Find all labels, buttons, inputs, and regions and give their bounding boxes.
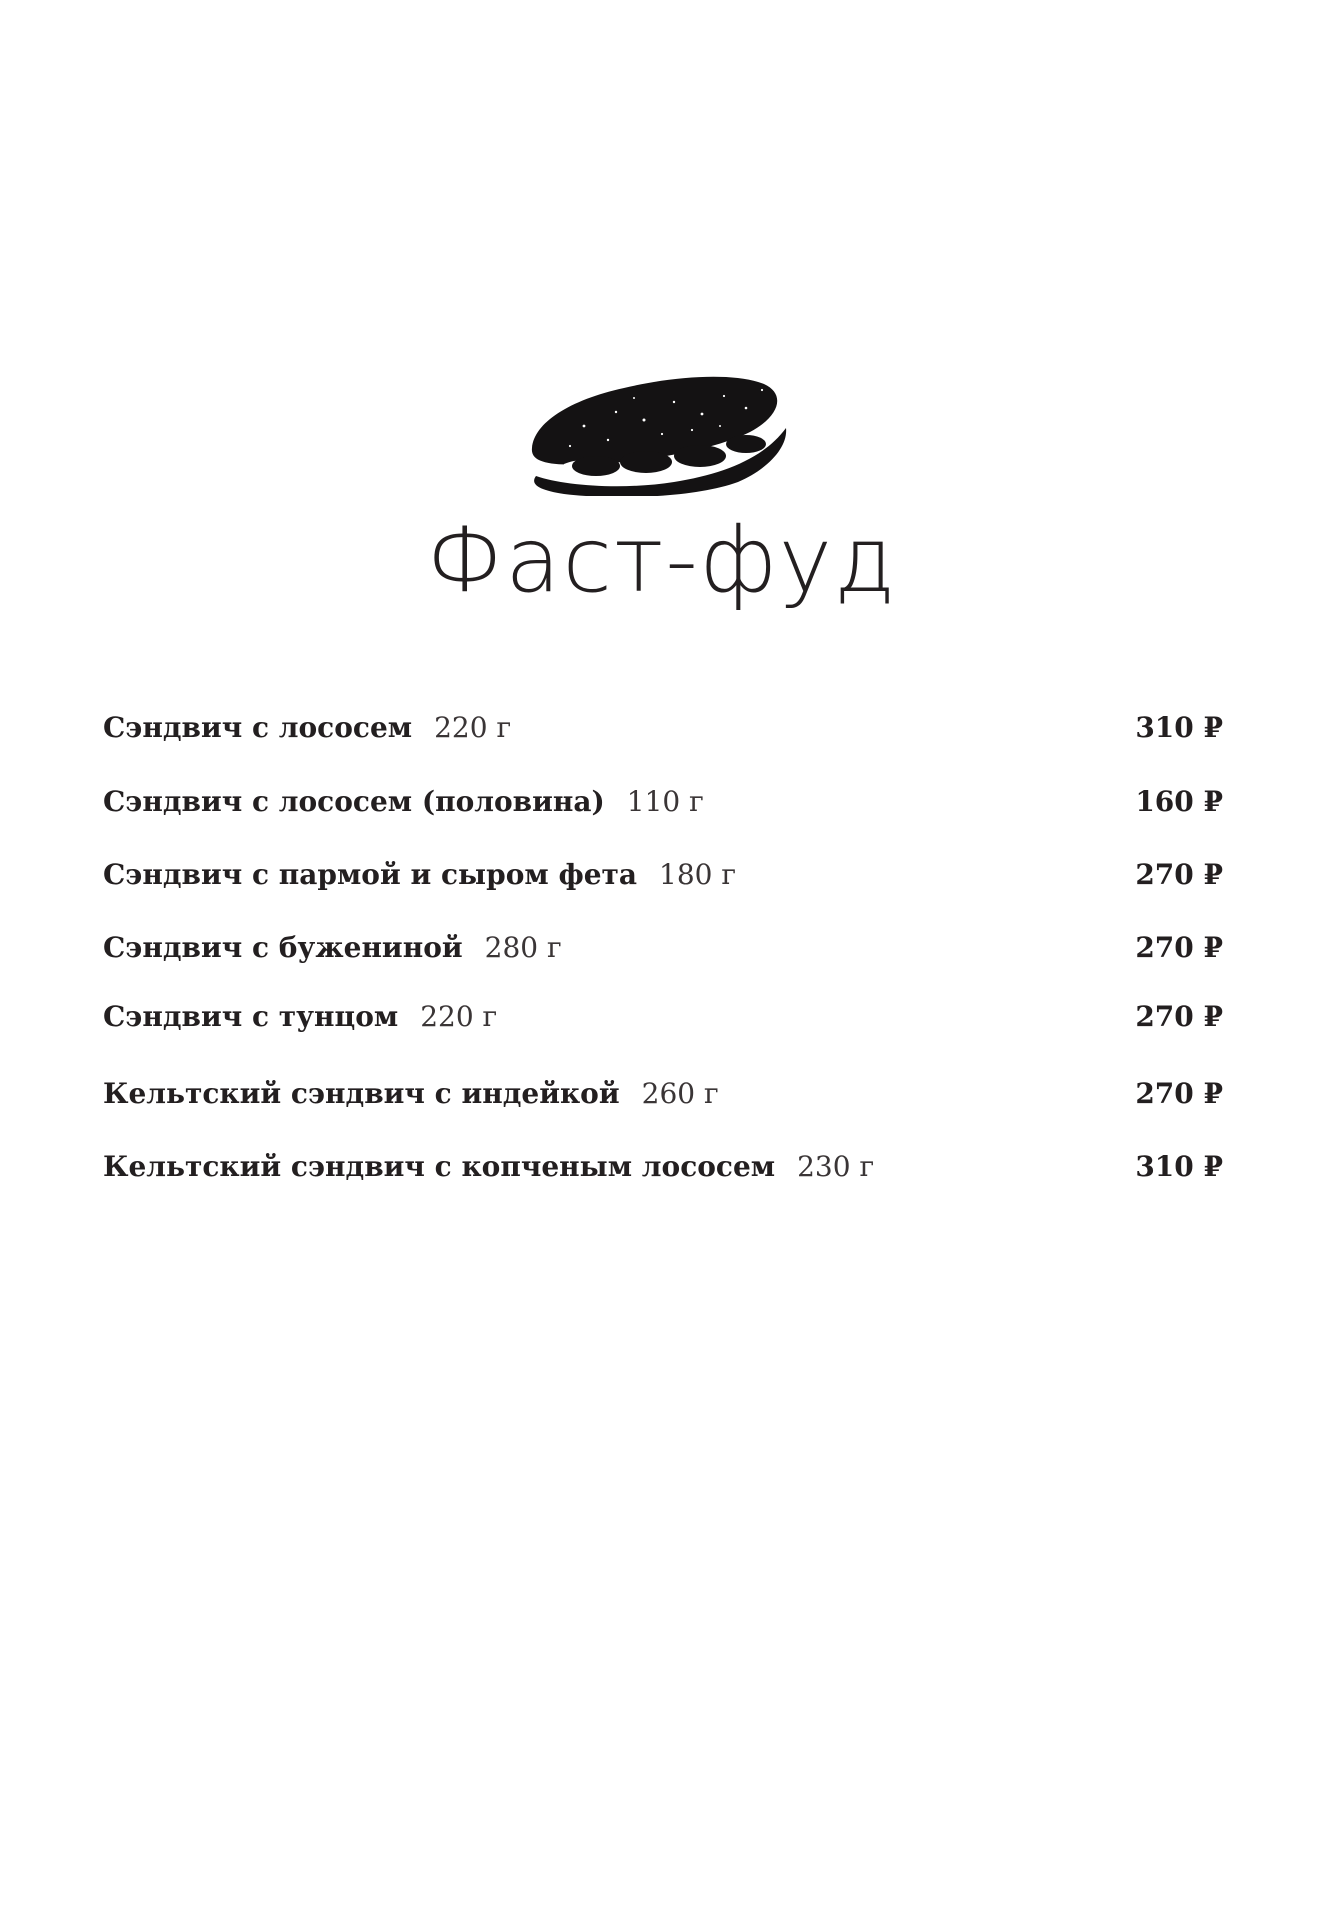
item-name: Сэндвич с бужениной — [103, 931, 463, 964]
menu-item — [103, 928, 1223, 968]
item-name: Сэндвич с лососем (половина) — [103, 785, 605, 818]
section-title: Фаст-фуд — [425, 508, 898, 613]
sandwich-icon — [524, 368, 788, 496]
item-price: 270 ₽ — [1135, 1000, 1223, 1033]
item-price: 310 ₽ — [1135, 1150, 1223, 1183]
item-price: 270 ₽ — [1135, 931, 1223, 964]
menu-item — [103, 1147, 1223, 1187]
menu-item — [103, 855, 1223, 895]
menu-item — [103, 708, 1223, 748]
item-weight: 180 г — [659, 858, 737, 891]
item-name: Кельтский сэндвич с копченым лососем — [103, 1150, 776, 1183]
item-weight: 230 г — [797, 1150, 875, 1183]
menu-item — [103, 1074, 1223, 1114]
item-weight: 220 г — [434, 711, 512, 744]
item-price: 310 ₽ — [1135, 711, 1223, 744]
menu-item — [103, 997, 1223, 1037]
menu-item — [103, 782, 1223, 822]
item-name: Сэндвич с лососем — [103, 711, 413, 744]
item-price: 270 ₽ — [1135, 1077, 1223, 1110]
item-weight: 260 г — [641, 1077, 719, 1110]
item-weight: 110 г — [626, 785, 704, 818]
item-price: 270 ₽ — [1135, 858, 1223, 891]
item-price: 160 ₽ — [1135, 785, 1223, 818]
item-weight: 220 г — [420, 1000, 498, 1033]
item-weight: 280 г — [484, 931, 562, 964]
item-name: Сэндвич с пармой и сыром фета — [103, 858, 637, 891]
item-name: Сэндвич с тунцом — [103, 1000, 399, 1033]
item-name: Кельтский сэндвич с индейкой — [103, 1077, 620, 1110]
